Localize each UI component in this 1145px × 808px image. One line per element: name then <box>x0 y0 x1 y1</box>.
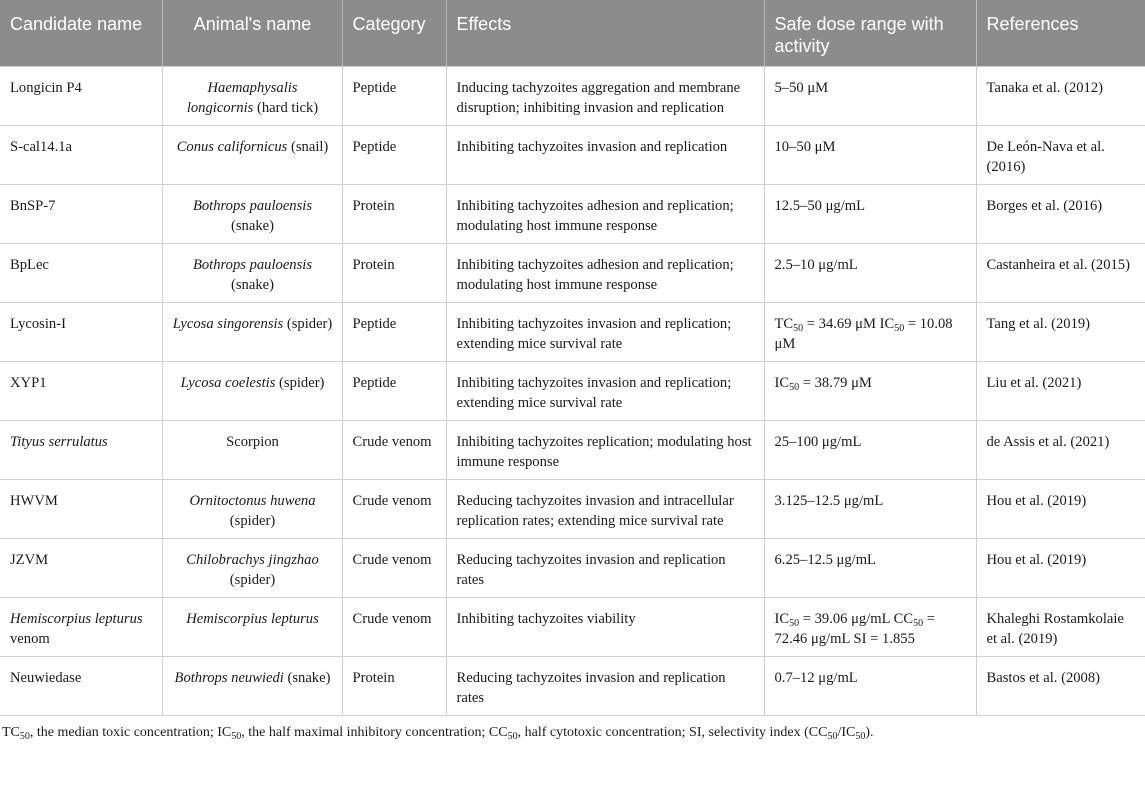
dose-range-cell: 6.25–12.5 μg/mL <box>764 539 976 598</box>
animal-name-cell: Bothrops pauloensis (snake) <box>162 244 342 303</box>
table-row <box>0 362 1145 421</box>
table-row <box>0 244 1145 303</box>
header-effects: Effects <box>446 0 764 67</box>
dose-range-cell: 5–50 μM <box>764 67 976 126</box>
table-footnote <box>0 716 1145 742</box>
candidate-name-cell: JZVM <box>0 539 162 598</box>
table-row <box>0 539 1145 598</box>
effects-cell: Reducing tachyzoites invasion and replication rates <box>446 657 764 716</box>
category-cell: Protein <box>342 185 446 244</box>
category-cell: Crude venom <box>342 539 446 598</box>
table-row <box>0 598 1145 657</box>
dose-range-cell: $IC_{50} = 39.06$ μg/mL $CC_{50} = 72.46$ μg/mL SI = 1.855 <box>764 598 976 657</box>
effects-cell: Inhibiting tachyzoites adhesion and replication; modulating host immune response <box>446 185 764 244</box>
table-row <box>0 480 1145 539</box>
category-cell: Peptide <box>342 303 446 362</box>
category-cell: Peptide <box>342 126 446 185</box>
effects-cell: Inhibiting tachyzoites invasion and replication; extending mice survival rate <box>446 362 764 421</box>
dose-range-cell: 12.5–50 μg/mL <box>764 185 976 244</box>
table-row <box>0 67 1145 126</box>
effects-cell: Reducing tachyzoites invasion and intracellular replication rates; extending mice survival rate <box>446 480 764 539</box>
table-row <box>0 303 1145 362</box>
effects-cell: Inhibiting tachyzoites invasion and replication; extending mice survival rate <box>446 303 764 362</box>
reference-cell: Khaleghi Rostamkolaie et al. (2019) <box>976 598 1145 657</box>
reference-cell: Borges et al. (2016) <box>976 185 1145 244</box>
animal-name-cell: Bothrops pauloensis (snake) <box>162 185 342 244</box>
animal-name-cell: Lycosa singorensis (spider) <box>162 303 342 362</box>
dose-range-cell: 2.5–10 μg/mL <box>764 244 976 303</box>
table-row <box>0 657 1145 716</box>
animal-name-cell: Haemaphysalis longicornis (hard tick) <box>162 67 342 126</box>
animal-name-cell: Ornitoctonus huwena (spider) <box>162 480 342 539</box>
table-row <box>0 421 1145 480</box>
effects-cell: Inhibiting tachyzoites viability <box>446 598 764 657</box>
animal-name-cell: Conus californicus (snail) <box>162 126 342 185</box>
effects-cell: Inhibiting tachyzoites invasion and replication <box>446 126 764 185</box>
candidate-name-cell: HWVM <box>0 480 162 539</box>
reference-cell: Tanaka et al. (2012) <box>976 67 1145 126</box>
category-cell: Protein <box>342 244 446 303</box>
candidate-name-cell: Neuwiedase <box>0 657 162 716</box>
category-cell: Peptide <box>342 67 446 126</box>
category-cell: Crude venom <box>342 598 446 657</box>
header-animal-name: Animal's name <box>162 0 342 67</box>
candidate-name-cell: Hemiscorpius lepturus venom <box>0 598 162 657</box>
reference-cell: Liu et al. (2021) <box>976 362 1145 421</box>
reference-cell: de Assis et al. (2021) <box>976 421 1145 480</box>
reference-cell: Hou et al. (2019) <box>976 539 1145 598</box>
reference-cell: Tang et al. (2019) <box>976 303 1145 362</box>
category-cell: Crude venom <box>342 421 446 480</box>
reference-cell: De León-Nava et al. (2016) <box>976 126 1145 185</box>
effects-cell: Inhibiting tachyzoites replication; modulating host immune response <box>446 421 764 480</box>
candidate-name-cell: BnSP-7 <box>0 185 162 244</box>
dose-range-cell: 0.7–12 μg/mL <box>764 657 976 716</box>
category-cell: Crude venom <box>342 480 446 539</box>
category-cell: Protein <box>342 657 446 716</box>
reference-cell: Bastos et al. (2008) <box>976 657 1145 716</box>
category-cell: Peptide <box>342 362 446 421</box>
candidate-name-cell: Tityus serrulatus <box>0 421 162 480</box>
header-row <box>0 0 1145 67</box>
dose-range-cell: $TC_{50} = 34.69$ μM $IC_{50} = 10.08$ μM <box>764 303 976 362</box>
header-references: References <box>976 0 1145 67</box>
table-row <box>0 185 1145 244</box>
candidate-name-cell: Lycosin-I <box>0 303 162 362</box>
effects-cell: Inhibiting tachyzoites adhesion and replication; modulating host immune response <box>446 244 764 303</box>
header-candidate-name: Candidate name <box>0 0 162 67</box>
header-category: Category <box>342 0 446 67</box>
candidate-name-cell: Longicin P4 <box>0 67 162 126</box>
animal-name-cell: Chilobrachys jingzhao (spider) <box>162 539 342 598</box>
animal-name-cell: Scorpion <box>162 421 342 480</box>
effects-cell: Reducing tachyzoites invasion and replication rates <box>446 539 764 598</box>
dose-range-cell: 10–50 μM <box>764 126 976 185</box>
candidate-name-cell: XYP1 <box>0 362 162 421</box>
candidate-name-cell: BpLec <box>0 244 162 303</box>
header-dose-range: Safe dose range with activity <box>764 0 976 67</box>
dose-range-cell: 3.125–12.5 μg/mL <box>764 480 976 539</box>
reference-cell: Castanheira et al. (2015) <box>976 244 1145 303</box>
reference-cell: Hou et al. (2019) <box>976 480 1145 539</box>
dose-range-cell: $IC_{50} = 38.79$ μM <box>764 362 976 421</box>
candidate-name-cell: S-cal14.1a <box>0 126 162 185</box>
animal-name-cell: Hemiscorpius lepturus <box>162 598 342 657</box>
animal-name-cell: Lycosa coelestis (spider) <box>162 362 342 421</box>
effects-cell: Inducing tachyzoites aggregation and membrane disruption; inhibiting invasion and replication <box>446 67 764 126</box>
footnote-text: $TC_{50}$, the median toxic concentration; $IC_{50}$, the half maximal inhibitory concentration; $CC_{50}$, half cytotoxic concentration; SI, selectivity index $(CC_{50}/IC_{50})$. <box>2 725 874 742</box>
animal-name-cell: Bothrops neuwiedi (snake) <box>162 657 342 716</box>
table-row <box>0 126 1145 185</box>
dose-range-cell: 25–100 μg/mL <box>764 421 976 480</box>
